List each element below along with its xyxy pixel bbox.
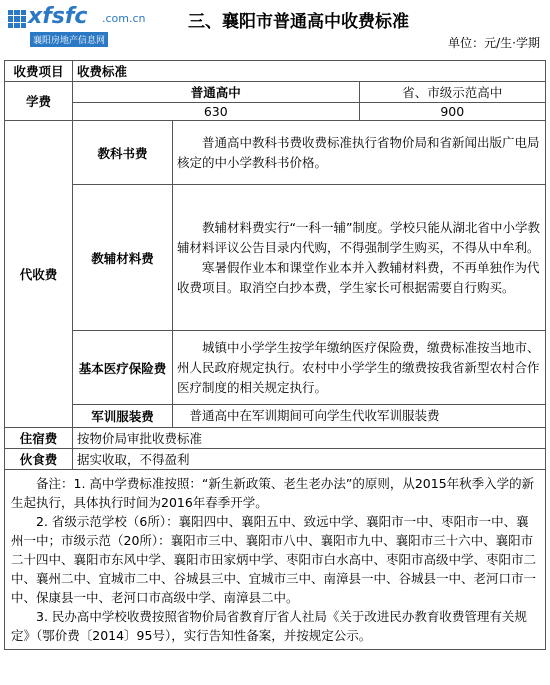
model-label: 省、市级示范高中	[359, 82, 546, 103]
food-label: 伙食费	[5, 449, 73, 470]
header-cell-standard: 收费标准	[73, 61, 546, 82]
table-row	[5, 405, 546, 428]
agency-label: 代收费	[5, 121, 73, 428]
logo-tagline: 襄阳房地产信息网	[30, 32, 108, 47]
aux-text-2: 寒暑假作业本和课堂作业本并入教辅材料费，不再单独作为代收费项目。取消空白抄本费，学生家长可根据需要自行购买。	[177, 259, 540, 295]
logo-domain: .com.cn	[102, 12, 146, 25]
fee-table	[4, 60, 546, 650]
note-2: 2. 省级示范学校（6所）：襄阳四中、襄阳五中、致远中学、襄阳市一中、枣阳市一中、襄州一中；市级示范（20所）：襄阳市三中、襄阳市八中、襄阳市九中、襄阳市三十六中、襄阳市二十四中、襄阳市东风中学、襄阳市田家炳中学、枣阳市白水高中、枣阳市高级中学、枣阳市二中、襄州二中、宜城市二中、谷城县三中、宜城市三中、南漳县一中、谷城县一中、老河口市一中、保康县一中、老河口市高级中学、南漳县二中。	[11, 514, 537, 605]
military-text: 普通高中在军训期间可向学生代收军训服装费	[189, 408, 440, 423]
table-row	[5, 121, 546, 185]
page-title: 三、襄阳市普通高中收费标准	[188, 12, 409, 32]
textbook-label: 教科书费	[73, 121, 173, 185]
ordinary-value: 630	[73, 103, 360, 121]
aux-label: 教辅材料费	[73, 185, 173, 331]
military-label: 军训服装费	[73, 405, 173, 428]
note-1: 备注：1. 高中学费标准按照：“新生新政策、老生老办法”的原则，从2015年秋季入学的新生起执行，具体执行时间为2016年春季开学。	[11, 476, 535, 510]
model-value: 900	[359, 103, 546, 121]
site-logo[interactable]	[6, 4, 166, 52]
table-row	[5, 449, 546, 470]
lodging-label: 住宿费	[5, 428, 73, 449]
unit-label: 单位：元/生·学期	[448, 36, 540, 50]
med-label: 基本医疗保险费	[73, 331, 173, 405]
table-row	[5, 103, 546, 121]
logo-mark-icon	[8, 10, 26, 28]
notes-cell	[5, 470, 546, 650]
textbook-text: 普通高中教科书费收费标准执行省物价局和省新闻出版广电局核定的中小学教科书价格。	[177, 134, 540, 170]
food-text: 据实收取，不得盈利	[73, 449, 546, 470]
ordinary-label: 普通高中	[73, 82, 360, 103]
lodging-text: 按物价局审批收费标准	[73, 428, 546, 449]
table-row	[5, 61, 546, 82]
table-row	[5, 331, 546, 405]
logo-brand: xfsfc	[28, 4, 88, 29]
aux-cell	[173, 185, 546, 331]
table-row	[5, 82, 546, 103]
med-cell	[173, 331, 546, 405]
table-row	[5, 470, 546, 650]
military-cell	[173, 405, 546, 428]
header-cell-item: 收费项目	[5, 61, 73, 82]
note-3: 3. 民办高中学校收费按照省物价局省教育厅省人社局《关于改进民办教育收费管理有关规定》（鄂价费〔2014〕95号），实行告知性备案，并按规定公示。	[11, 609, 527, 643]
aux-text-1: 教辅材料费实行“一科一辅”制度。学校只能从湖北省中小学教辅材料评议公告目录内代购，不得强制学生购买，不得从中牟利。	[177, 219, 540, 255]
med-text: 城镇中小学学生按学年缴纳医疗保险费，缴费标准按当地市、州人民政府规定执行。农村中小学学生的缴费按我省新型农村合作医疗制度的相关规定执行。	[177, 339, 540, 395]
textbook-cell	[173, 121, 546, 185]
tuition-label: 学费	[5, 82, 73, 121]
header	[0, 0, 550, 58]
table-row	[5, 428, 546, 449]
table-row	[5, 185, 546, 331]
